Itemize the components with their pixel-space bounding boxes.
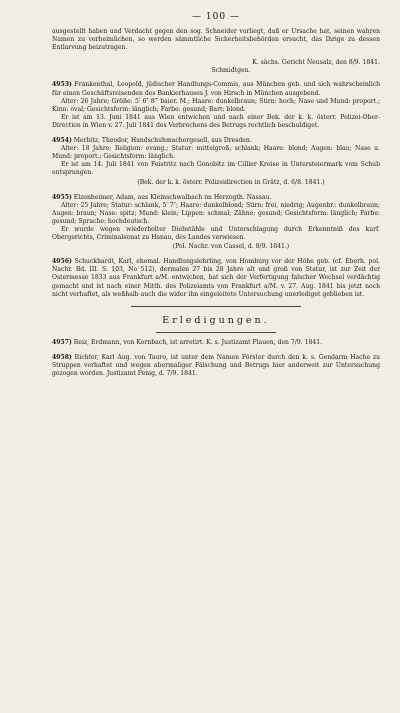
entry-number: 4958) — [52, 353, 72, 361]
entry-4956 — [52, 258, 380, 298]
entry-paragraph: Er wurde wegen wiederholter Diebstähle und Unterschlagung durch Erkenntniß des kurf. Obergerichts, Criminalsenat zu Hanau, des Landes verwiesen. — [52, 225, 380, 242]
settlement-4958 — [52, 354, 380, 378]
entry-4955 — [52, 194, 380, 243]
intro-subheading: Schmidtgen. — [211, 67, 251, 75]
entry-number: 4955) — [52, 193, 72, 201]
intro-source: K. sächs. Gericht Neusalz, den 8/9. 1841. — [252, 59, 380, 67]
divider-rule — [156, 332, 276, 333]
entry-4953 — [52, 81, 380, 130]
entry-4954 — [52, 137, 380, 177]
entry-source: (Pol. Nachr. von Cassel, d. 8/9. 1841.) — [172, 243, 290, 251]
section-title: Erledigungen. — [162, 314, 270, 326]
entry-source: (Bek. der k. k. österr. Polizeidirection in Grätz, d. 6/8. 1841.) — [137, 178, 325, 186]
entry-paragraph: Merbitz, Theodor, Handschuhmachergesell, aus Dresden. — [73, 137, 252, 145]
intro-paragraph — [52, 28, 380, 52]
entry-paragraph: Frankenthal, Leopold, jüdischer Handlungs-Commis, aus München geb. und sich wahrscheinlich für einen Geschäftsreisenden des Bankierhauses J. von Hirsch in München ausgebend. — [52, 81, 381, 97]
page-number: — 100 — — [192, 12, 240, 22]
intro-text: ausgestellt haben und Verdacht gegen den sog. Schneider vorliegt, daß er Ursache hat, seinen wahren Namen zu verheimlichen, so werden sämmtliche Sicherheitsbehörden ersucht, das Ihrige zu dessen Entlarvung beizutragen. — [52, 28, 380, 52]
entry-number: 4954) — [52, 137, 72, 145]
entry-paragraph: Er ist am 14. Juli 1841 von Feistritz nach Gonobitz im Cillier Kreise in Untersteiermark vom Schub entsprungen. — [52, 161, 380, 177]
entry-paragraph: Alter: 26 Jahre; Größe: 5′ 6″ 8‴ baier. M.; Haare: dunkelbraun; Stirn: hoch; Nase und Mund: proport.; Kinn: oval; Gesichtsform: länglich; Farbe: gesund; Bart: blond. — [52, 97, 380, 113]
settlement-text: Richter, Karl Aug. von Tauro, ist unter dem Namen Förster durch den k. s. Gendarm Hache zu Struppen verhaftet und wegen abermaliger Fälschung und Betrugs hier anderweit zur Untersuchung gezogen worden. Justizamt Penig, d. 7/9. 1841. — [52, 353, 380, 377]
entry-paragraph: Er ist am 13. Juni 1841 aus Wien entwichen und nach einer Bek. der k. k. österr. Polizei-Ober-Direction in Wien v. 27. Juli 1841 des Verbrechens des Betrugs rechtlich beschuldiget. — [52, 113, 380, 129]
settlement-4957 — [52, 339, 380, 347]
divider-rule — [131, 306, 301, 307]
settlement-text: Reiz, Erdmann, von Kornbach, ist arretirt. K. s. Justizamt Plauen, den 7/9. 1841. — [73, 338, 323, 346]
entry-paragraph: Elzenheimer, Adam, aus Kleinschwalbach im Herzogth. Nassau. — [73, 193, 272, 201]
entry-paragraph: Alter: 18 Jahre; Religion: evang.; Statur: mittelgroß, schlank; Haare: blond; Augen: blau; Nase u. Mund: proport.; Gesichtsform: länglich. — [52, 145, 380, 161]
entry-number: 4957) — [52, 338, 72, 346]
entry-number: 4956) — [52, 258, 72, 266]
entry-paragraph: Schuckhardt, Karl, ehemal. Handlungslehrling, von Homburg vor der Höhe geb. (cf. Eberh. pol. Nachr. Bd. III. S. 103, No 512), dermalen 27 bis 28 Jahre alt und groß von Statur, ist zur Zeit der Ostermesse 1833 aus Frankfurt a/M. entwichen, hat sich der Verfertigung falscher Wechsel verdächtig gemacht und ist nach einer Mitth. des Polizeiamts von Frankfurt a/M. v. 27. Aug. 1841 bis jetzt noch nicht verhaftet, als weßhalb auch die wider ihn eingeleitete Untersuchung unerlediget geblieben ist. — [52, 258, 380, 298]
entry-number: 4953) — [52, 81, 72, 89]
entry-paragraph: Alter: 25 Jahre; Statur: schlank, 5′ 7″; Haare: dunkelblond; Stirn: frei, niedrig; Augenbr.: dunkelbraun; Augen: braun; Nase: spitz; Mund: klein; Lippen: schmal; Zähne: gesund; Gesichtsform: länglich; Farbe: gesund; Sprache: hochdeutsch. — [52, 201, 380, 225]
